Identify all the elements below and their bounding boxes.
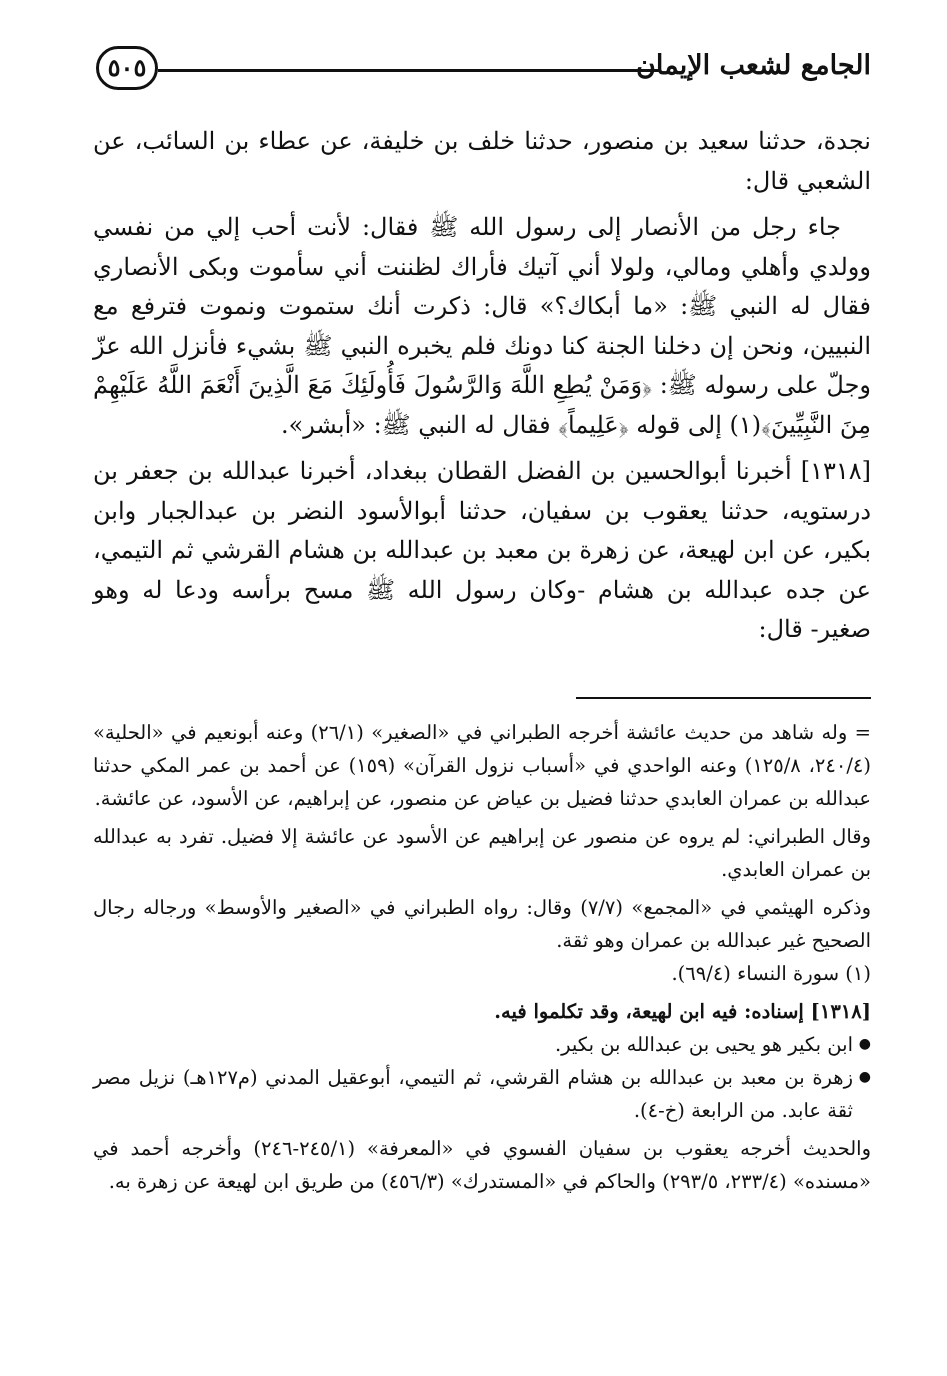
list-item [93, 1028, 871, 1061]
paragraph: جاء رجل من الأنصار إلى رسول الله ﷺ فقال: لأنت أحب إلي من نفسي وولدي وأهلي ومالي، ولولا أني آتيك فأراك لظننت أني سأموت وبكى الأنصاري فقال له النبي ﷺ: «ما أبكاك؟» قال: ذكرت أنك ستموت ونموت فترفع مع النبيين، ونحن إن دخلنا الجنة كنا دونك فلم يخبره النبي ﷺ بشيء فأنزل الله عزّ وجلّ على رسوله ﷺ: ﴿وَمَنْ يُطِعِ اللَّهَ وَالرَّسُولَ فَأُولَئِكَ مَعَ الَّذِينَ أَنْعَمَ اللَّهُ عَلَيْهِمْ مِنَ النَّبِيِّينَ﴾(١) إلى قوله ﴿عَلِيماً﴾ فقال له النبي ﷺ: «أبشر». [93, 213, 871, 439]
footnotes [93, 716, 871, 1198]
bullet-icon: ● [858, 1036, 871, 1052]
footnote: (١) سورة النساء (٦٩/٤). [671, 962, 871, 985]
footnote: وقال الطبراني: لم يروه عن منصور عن إبراهيم عن الأسود عن عائشة إلا فضيل. تفرد به عبدالله بن عمران العابدي. [93, 825, 871, 881]
footnote: وذكره الهيثمي في «المجمع» (٧/٧) وقال: رواه الطبراني في «الصغير والأوسط» ورجاله رجال الصحيح غير عبدالله بن عمران وهو ثقة. [93, 896, 871, 952]
paragraph: [١٣١٨] أخبرنا أبوالحسين بن الفضل القطان ببغداد، أخبرنا عبدالله بن جعفر بن درستويه، حدثنا يعقوب بن سفيان، حدثنا أبوالأسود النضر بن عبدالجبار وابن بكير، عن ابن لهيعة، عن زهرة بن معبد بن عبدالله بن هشام القرشي ثم التيمي، عن جده عبدالله بن هشام -وكان رسول الله ﷺ مسح برأسه ودعا له وهو صغير- قال: [93, 457, 871, 643]
book-title: الجامع لشعب الإيمان [636, 50, 871, 81]
footnote-heading: [١٣١٨] إسناده: فيه ابن لهيعة، وقد تكلموا فيه. [494, 1000, 871, 1023]
running-header [96, 40, 871, 100]
footnote: والحديث أخرجه يعقوب بن سفيان الفسوي في «المعرفة» (٢٤٥/١-٢٤٦) وأخرجه أحمد في «مسنده» (٢٣٣/٤، ٢٩٣/٥) والحاكم في «المستدرك» (٤٥٦/٣) من طريق ابن لهيعة عن زهرة به. [93, 1137, 872, 1193]
footnote-separator [576, 697, 871, 699]
header-rule [158, 69, 661, 72]
main-text [93, 122, 871, 650]
list-item-text: ابن بكير هو يحيى بن عبدالله بن بكير. [554, 1033, 853, 1056]
page-number: ٥٠٥ [96, 46, 158, 90]
bullet-icon: ● [858, 1069, 871, 1085]
list-item [93, 1061, 871, 1127]
paragraph: نجدة، حدثنا سعيد بن منصور، حدثنا خلف بن خليفة، عن عطاء بن السائب، عن الشعبي قال: [93, 127, 871, 195]
footnote: = وله شاهد من حديث عائشة أخرجه الطبراني في «الصغير» (٢٦/١) وعنه أبونعيم في «الحلية» (٢٤٠/٤، ١٢٥/٨) وعنه الواحدي في «أسباب نزول القرآن» (١٥٩) عن أحمد بن عمر المكي حدثنا عبدالله بن عمران العابدي حدثنا فضيل بن عياض عن منصور، عن إبراهيم، عن الأسود، عن عائشة. [93, 721, 871, 810]
list-item-text: زهرة بن معبد بن عبدالله بن هشام القرشي، ثم التيمي، أبوعقيل المدني (م١٢٧هـ) نزيل مصر ثقة عابد. من الرابعة (خ-٤). [93, 1066, 853, 1122]
